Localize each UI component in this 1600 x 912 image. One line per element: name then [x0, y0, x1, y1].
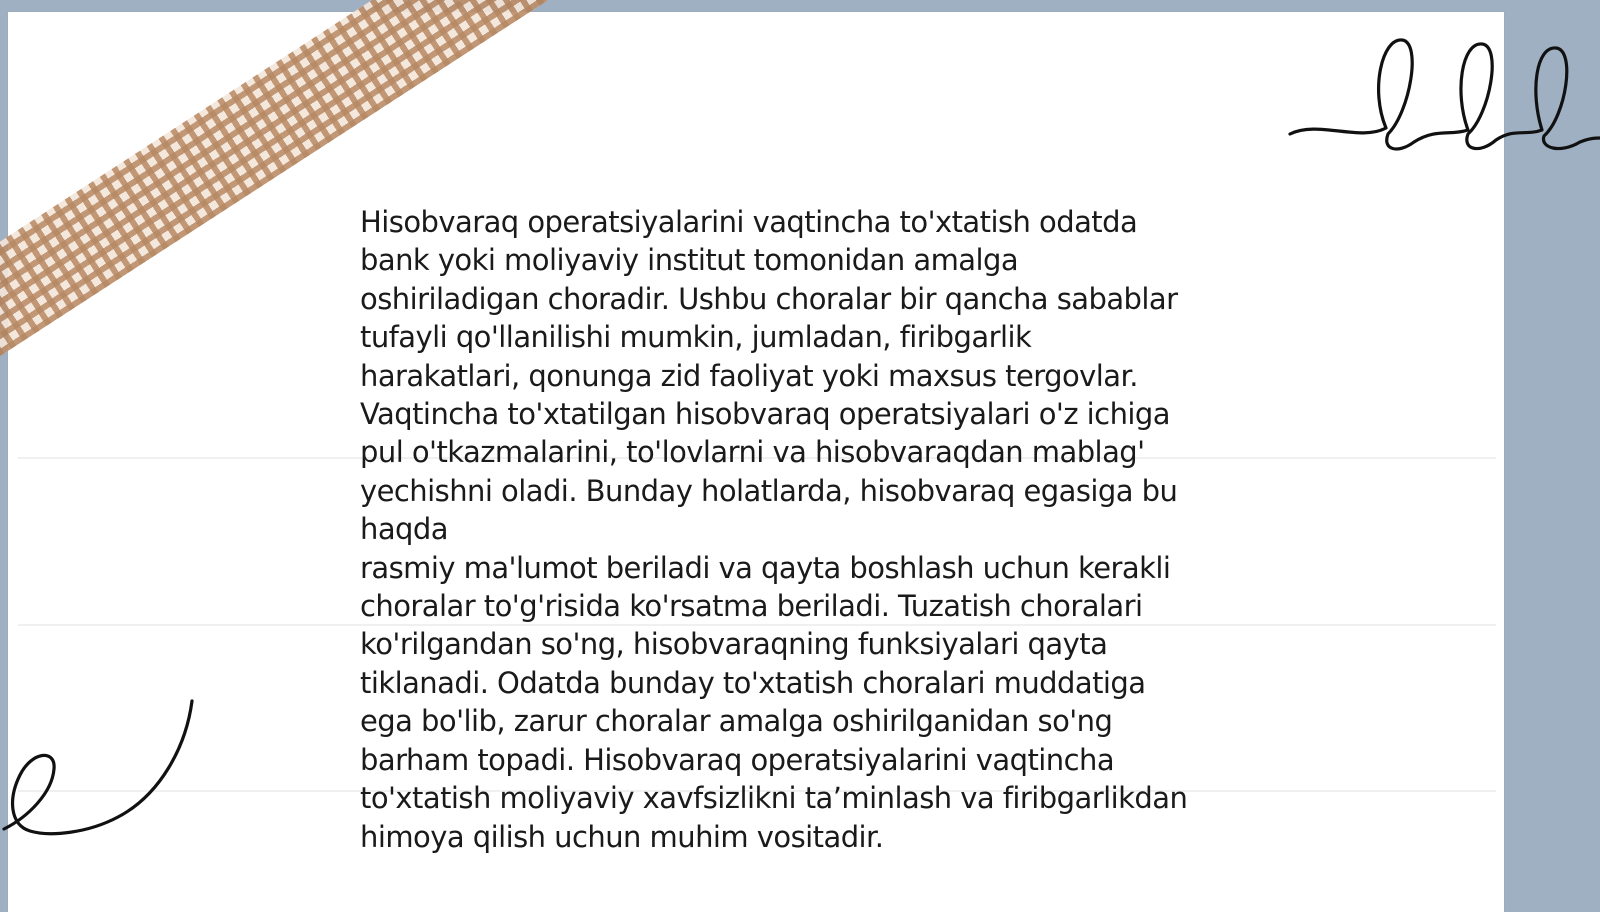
swirl-doodle-icon	[0, 695, 200, 845]
body-paragraph: Hisobvaraq operatsiyalarini vaqtincha to'xtatish odatda bank yoki moliyaviy institut tomonidan amalga oshiriladigan choradir. Ushbu choralar bir qancha sabablar tufayli qo'llanilishi mumkin, jumladan, firibgarlik harakatlari, qonunga zid faoliyat yoki maxsus tergovlar. Vaqtincha to'xtatilgan hisobvaraq operatsiyalari o'z ichiga pul o'tkazmalarini, to'lovlarni va hisobvaraqdan mablag' yechishni oladi. Bunday holatlarda, hisobvaraq egasiga bu haqda rasmiy ma'lumot beriladi va qayta boshlash uchun kerakli choralar to'g'risida ko'rsatma beriladi. Tuzatish choralari ko'rilgandan so'ng, hisobvaraqning funksiyalari qayta tiklanadi. Odatda bunday to'xtatish choralari muddatiga ega bo'lib, zarur choralar amalga oshirilganidan so'ng barham topadi. Hisobvaraq operatsiyalarini vaqtincha to'xtatish moliyaviy xavfsizlikni ta’minlash va firibgarlikdan himoya qilish uchun muhim vositadir.	[360, 205, 1188, 854]
curly-loops-doodle-icon	[1290, 30, 1600, 170]
